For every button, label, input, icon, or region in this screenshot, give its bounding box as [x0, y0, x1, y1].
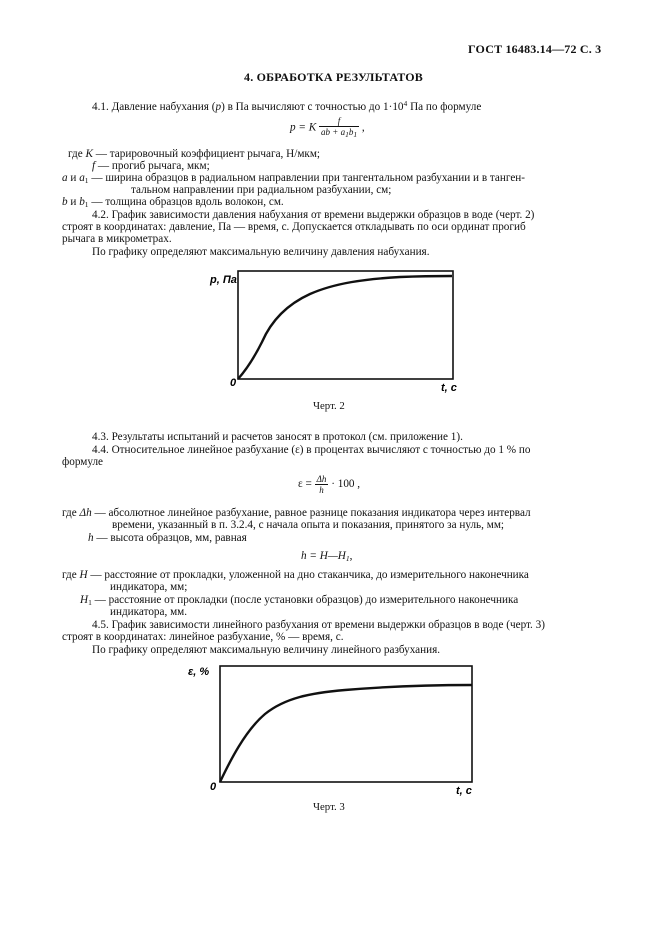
chart-3-caption: Черт. 3 — [313, 801, 345, 813]
chart-2-xlabel: t, c — [441, 382, 457, 394]
chart-2-curve — [238, 276, 452, 379]
paragraph-4-4-line2: формуле — [62, 456, 103, 468]
page-header: ГОСТ 16483.14—72 С. 3 — [468, 42, 602, 56]
chart-2-ylabel: p, Па — [210, 274, 237, 286]
paragraph-4-5-line2: строят в координатах: линейное разбухание, % — время, с. — [62, 631, 344, 643]
definition-H: где H — расстояние от прокладки, уложенной на дно стаканчика, до измерительного наконечника — [62, 569, 529, 581]
definition-K: где K — тарировочный коэффициент рычага, Н/мкм; — [68, 148, 321, 160]
definition-H1-cont: индикатора, мм. — [110, 606, 188, 618]
chart-3-ylabel: ε, % — [188, 666, 210, 678]
definition-a: a и $a_1$ — ширина образцов в радиальном направлении при тангентальном разбухании и в танген- — [62, 172, 525, 185]
formula-2: ε = $\frac{\Delta h}{h}$ · 100 , — [298, 474, 361, 495]
formula-1: p = K $\frac{f}{ab + a_1b_1}$ , — [290, 116, 365, 139]
definition-H-cont: индикатора, мм; — [110, 581, 188, 593]
definition-b: b и $b_1$ — толщина образцов вдоль волокон, см. — [62, 196, 284, 209]
definition-a-cont: тальном направлении при радиальном разбухании, см; — [131, 184, 392, 196]
chart-2-caption: Черт. 2 — [313, 400, 345, 412]
definition-delta-h-cont: времени, указанный в п. 3.2.4, с начала опыта и показания, принятого за нуль, мм; — [112, 519, 505, 531]
paragraph-4-2-note: По графику определяют максимальную величину давления набухания. — [92, 246, 430, 258]
paragraph-4-5-line1: 4.5. График зависимости линейного разбухания от времени выдержки образцов в воде (черт. 3) — [92, 619, 545, 631]
paragraph-4-2-line3: рычага в микрометрах. — [62, 233, 172, 245]
paragraph-4-3: 4.3. Результаты испытаний и расчетов заносят в протокол (см. приложение 1). — [92, 431, 463, 443]
chart-3-xlabel: t, c — [456, 785, 472, 796]
chart-3 — [180, 656, 480, 796]
paragraph-4-5-note: По графику определяют максимальную величину линейного разбухания. — [92, 644, 441, 656]
definition-f: f — прогиб рычага, мкм; — [92, 160, 210, 172]
paragraph-4-4-line1: 4.4. Относительное линейное разбухание (ε) в процентах вычисляют с точностью до 1 % по — [92, 444, 531, 456]
chart-3-curve — [220, 685, 472, 782]
chart-2-origin: 0 — [230, 377, 237, 389]
chart-2 — [200, 264, 470, 394]
formula-3: $h = H—H_1$, — [301, 550, 353, 563]
paragraph-4-2-line2: строят в координатах: давление, Па — время, с. Допускается откладывать по оси ординат прогиб — [62, 221, 526, 233]
paragraph-4-2-line1: 4.2. График зависимости давления набухания от времени выдержки образцов в воде (черт. 2) — [92, 209, 535, 221]
definition-H1: $H_1$ — расстояние от прокладки (после установки образцов) до измерительного наконечника — [80, 594, 519, 607]
chart-3-origin: 0 — [210, 781, 217, 793]
definition-delta-h: где Δh — абсолютное линейное разбухание, равное разнице показания индикатора через интервал — [62, 507, 531, 519]
paragraph-4-1: 4.1. Давление набухания (p) в Па вычисляют с точностью до $1\cdot 10^4$ Па по формуле — [92, 99, 482, 113]
section-title: 4. ОБРАБОТКА РЕЗУЛЬТАТОВ — [244, 70, 423, 84]
definition-h: h — высота образцов, мм, равная — [88, 532, 247, 544]
chart-3-frame — [220, 666, 472, 782]
